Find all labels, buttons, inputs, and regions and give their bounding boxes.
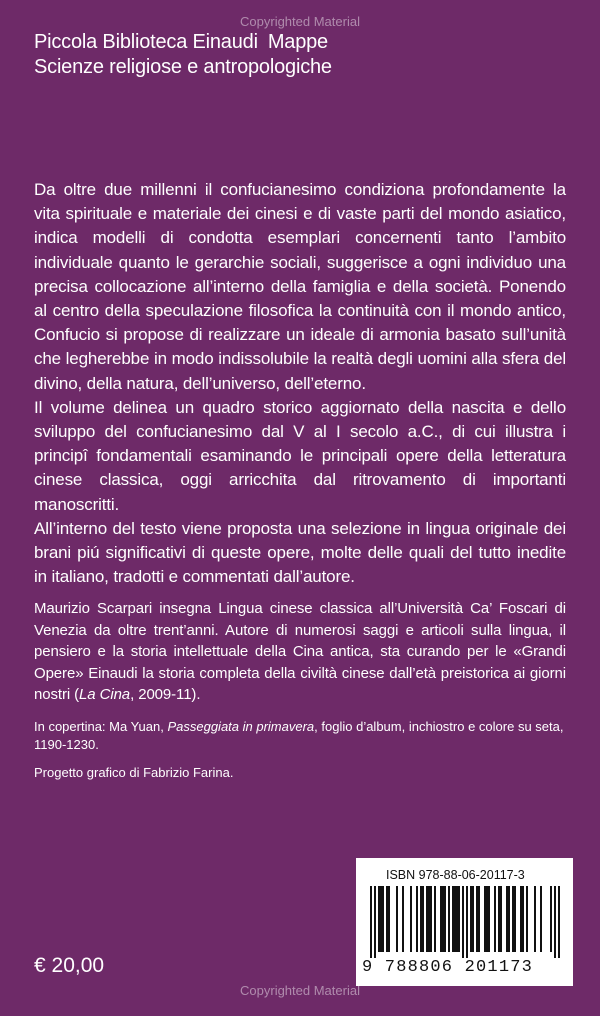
cover-credit: [34, 718, 566, 754]
barcode-bars: [364, 886, 565, 958]
series-name: Piccola Biblioteca Einaudi: [34, 31, 258, 53]
barcode-bar: [522, 886, 524, 952]
barcode-bar: [444, 886, 446, 952]
barcode-bar: [410, 886, 412, 952]
book-blurb: [34, 178, 566, 589]
series-collection: Mappe: [267, 31, 328, 53]
barcode-bar: [558, 886, 560, 958]
series-subject: Scienze religiose e antropologiche: [34, 56, 332, 78]
barcode-bar: [380, 886, 382, 952]
barcode-bar: [388, 886, 390, 952]
barcode-bar: [466, 886, 468, 958]
blurb-paragraph-3: All’interno del testo viene proposta una selezione in lingua originale dei brani piú significativi di queste opere, molte delle quali del tutto inedite in italiano, tradotti e commentati dall’autore.: [34, 518, 566, 587]
cover-credit-suffix: , foglio d’album, inchiostro e colore su seta, 1190-1230.: [34, 719, 564, 752]
barcode-bar: [484, 886, 486, 952]
ean-digits: 9 788806 201173: [362, 958, 534, 977]
barcode-bar: [498, 886, 500, 952]
series-line-1: [34, 30, 332, 55]
barcode-bar: [402, 886, 404, 952]
barcode-bar: [374, 886, 376, 958]
barcode-bar: [420, 886, 422, 952]
barcode-bar: [462, 886, 464, 958]
barcode-bar: [434, 886, 436, 952]
barcode-bar: [448, 886, 450, 952]
barcode-bar: [514, 886, 516, 952]
barcode-bar: [500, 886, 502, 952]
barcode-bar: [520, 886, 522, 952]
barcode-bar: [512, 886, 514, 952]
design-credit: Progetto grafico di Fabrizio Farina.: [34, 765, 234, 780]
barcode-bar: [478, 886, 480, 952]
barcode-bar: [458, 886, 460, 952]
barcode-bar: [554, 886, 556, 958]
barcode-bar: [506, 886, 508, 952]
barcode-bar: [476, 886, 478, 952]
author-bio-text-end: , 2009-11).: [130, 686, 201, 703]
author-bio-book-title: La Cina: [79, 686, 131, 703]
barcode-bar: [440, 886, 442, 952]
barcode-bar: [452, 886, 454, 952]
blurb-paragraph-1: Da oltre due millenni il confucianesimo condiziona profondamente la vita spirituale e materiale dei cinesi e di vaste parti del mondo asiatico, indica modelli di condotta esemplari concernenti tanto l’ambito individuale quanto le gerarchie sociali, suggerisce a ogni individuo una precisa collocazione all’interno della famiglia e della società. Ponendo al centro della speculazione filosofica la continuità con il mondo antico, Confucio si propose di realizzare un ideale di armonia basato sull’unità che legherebbe in modo indissolubile la realtà degli uomini alla sfera del divino, della natura, dell’universo, dell’eterno.: [34, 180, 566, 393]
barcode-bar: [508, 886, 510, 952]
barcode-bar: [454, 886, 456, 952]
barcode-panel: [356, 858, 573, 986]
barcode-bar: [442, 886, 444, 952]
barcode-bar: [430, 886, 432, 952]
barcode-bar: [550, 886, 552, 952]
barcode-bar: [488, 886, 490, 952]
series-header: [34, 30, 332, 80]
cover-credit-prefix: In copertina: Ma Yuan,: [34, 719, 168, 734]
barcode-bar: [426, 886, 428, 952]
watermark-bottom: Copyrighted Material: [240, 983, 360, 998]
barcode-bar: [456, 886, 458, 952]
watermark-top: Copyrighted Material: [240, 14, 360, 29]
barcode-bar: [370, 886, 372, 958]
barcode-bar: [470, 886, 472, 952]
blurb-paragraph-2: Il volume delinea un quadro storico aggiornato della nascita e dello sviluppo del confucianesimo dal V al I secolo a.C., di cui illustra i principî fondamentali esaminando le principali opere della letteratura cinese classica, oggi arricchita dal ritrovamento di importanti manoscritti.: [34, 397, 566, 514]
author-bio-text: Maurizio Scarpari insegna Lingua cinese classica all’Università Ca’ Foscari di Venezia da oltre trent’anni. Autore di numerosi saggi e articoli sulla lingua, il pensiero e la storia intellettuale della Cina antica, sta curando per le «Grandi Opere» Einaudi la storia completa della civiltà cinese dall’età preistorica ai giorni nostri (: [34, 600, 566, 703]
barcode-bar: [396, 886, 398, 952]
cover-artwork-title: Passeggiata in primavera: [167, 719, 315, 734]
barcode-bar: [428, 886, 430, 952]
barcode-bar: [540, 886, 542, 952]
barcode-bar: [494, 886, 496, 952]
price: € 20,00: [34, 954, 105, 977]
isbn-label: ISBN 978-88-06-20117-3: [386, 868, 525, 882]
barcode-bar: [472, 886, 474, 952]
barcode-bar: [486, 886, 488, 952]
barcode-bar: [378, 886, 380, 952]
author-bio: [34, 598, 566, 706]
barcode-bar: [422, 886, 424, 952]
barcode-bar: [526, 886, 528, 952]
barcode-bar: [382, 886, 384, 952]
barcode-bar: [534, 886, 536, 952]
barcode-bar: [416, 886, 418, 952]
barcode-bar: [386, 886, 388, 952]
